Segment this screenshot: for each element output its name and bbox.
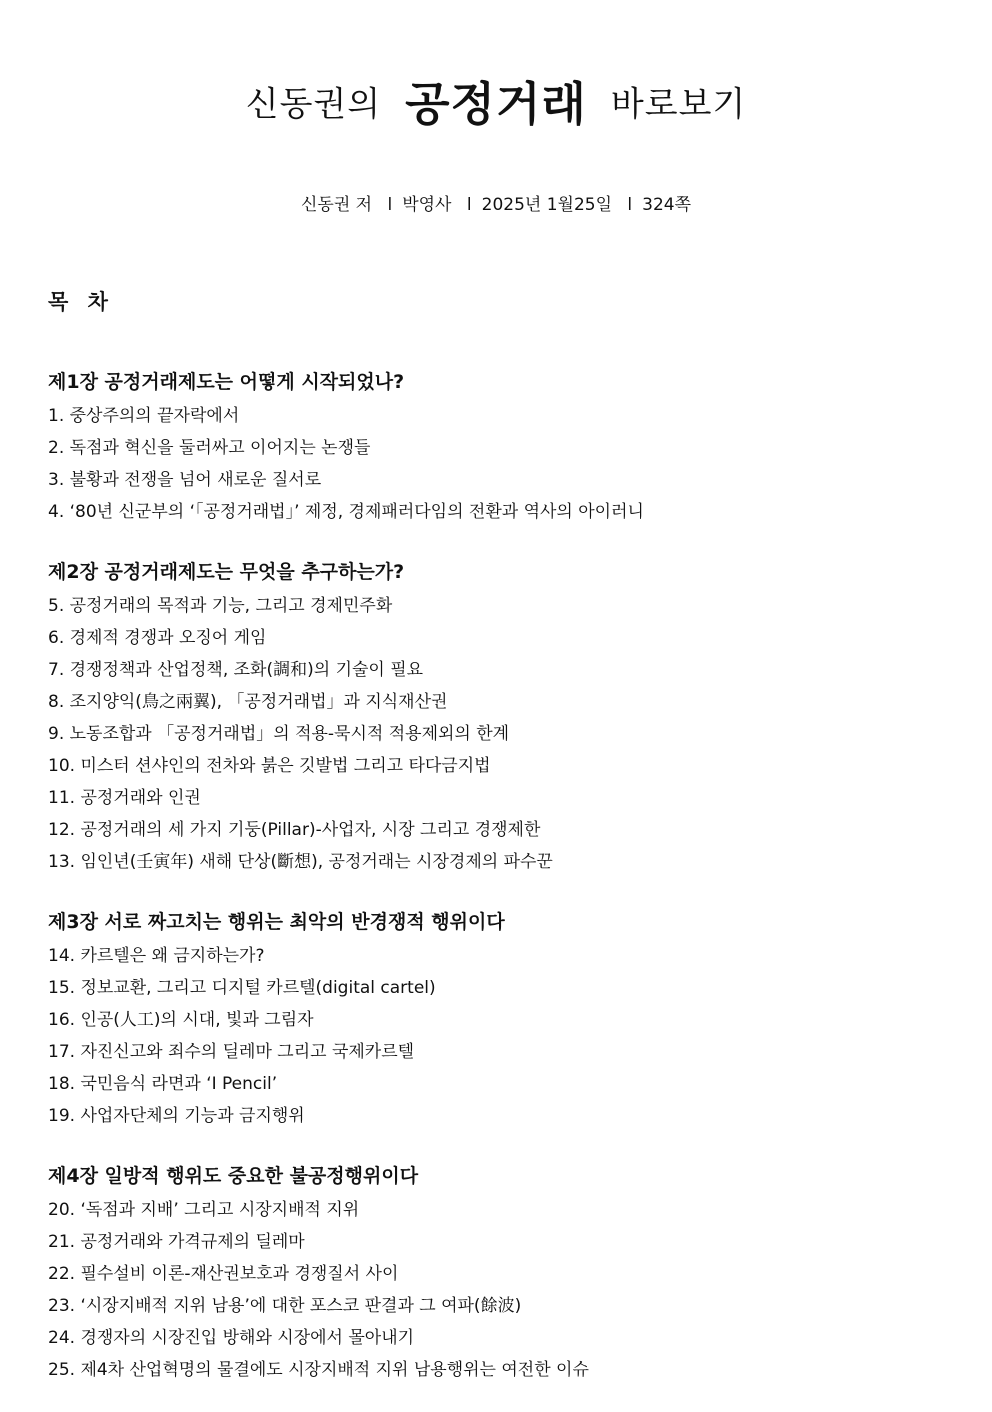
toc-item: 12. 공정거래의 세 가지 기둥(Pillar)-사업자, 시장 그리고 경쟁제한 — [48, 820, 541, 840]
meta-separator: l — [627, 195, 633, 215]
toc-item: 21. 공정거래와 가격규제의 딜레마 — [48, 1232, 305, 1252]
toc-item: 4. ‘80년 신군부의 ‘「공정거래법」’ 제정, 경제패러다임의 전환과 역사의 아이러니 — [48, 502, 644, 522]
meta-pages: 324쪽 — [642, 195, 692, 215]
title-suffix: 바로보기 — [610, 84, 747, 125]
toc-item: 19. 사업자단체의 기능과 금지행위 — [48, 1106, 305, 1126]
toc-item: 3. 불황과 전쟁을 넘어 새로운 질서로 — [48, 470, 322, 490]
table-of-contents — [48, 364, 958, 1412]
book-meta — [0, 190, 992, 215]
toc-item: 22. 필수설비 이론-재산권보호과 경쟁질서 사이 — [48, 1264, 399, 1284]
toc-item: 5. 공정거래의 목적과 기능, 그리고 경제민주화 — [48, 596, 393, 616]
toc-item: 23. ‘시장지배적 지위 남용’에 대한 포스코 판결과 그 여파(餘波) — [48, 1296, 522, 1316]
toc-item: 2. 독점과 혁신을 둘러싸고 이어지는 논쟁들 — [48, 438, 371, 458]
toc-item: 24. 경쟁자의 시장진입 방해와 시장에서 몰아내기 — [48, 1328, 415, 1348]
toc-item: 9. 노동조합과 「공정거래법」의 적용-묵시적 적용제외의 한계 — [48, 724, 510, 744]
toc-item: 11. 공정거래와 인권 — [48, 788, 201, 808]
toc-item: 7. 경쟁정책과 산업정책, 조화(調和)의 기술이 필요 — [48, 660, 424, 680]
title-main: 공정거래 — [405, 77, 587, 131]
chapter-title: 제3장 서로 짜고치는 행위는 최악의 반경쟁적 행위이다 — [48, 911, 505, 933]
meta-separator: l — [466, 195, 472, 215]
toc-item: 17. 자진신고와 죄수의 딜레마 그리고 국제카르텔 — [48, 1042, 415, 1062]
toc-chapter — [48, 1158, 958, 1386]
toc-chapter — [48, 554, 958, 878]
toc-item: 8. 조지양익(鳥之兩翼), 「공정거래법」과 지식재산권 — [48, 692, 448, 712]
toc-item: 13. 임인년(壬寅年) 새해 단상(斷想), 공정거래는 시장경제의 파수꾼 — [48, 852, 553, 872]
toc-item: 10. 미스터 션샤인의 전차와 붉은 깃발법 그리고 타다금지법 — [48, 756, 491, 776]
chapter-title: 제4장 일방적 행위도 중요한 불공정행위이다 — [48, 1165, 419, 1187]
toc-heading: 목 차 — [48, 290, 114, 314]
toc-item: 25. 제4차 산업혁명의 물결에도 시장지배적 지위 남용행위는 여전한 이슈 — [48, 1360, 589, 1380]
meta-author: 신동권 저 — [300, 195, 373, 215]
meta-date: 2025년 1월25일 — [481, 195, 613, 215]
toc-item: 18. 국민음식 라면과 ‘I Pencil’ — [48, 1074, 278, 1094]
toc-chapter — [48, 364, 958, 528]
toc-item: 14. 카르텔은 왜 금지하는가? — [48, 946, 265, 966]
toc-item: 15. 정보교환, 그리고 디지털 카르텔(digital cartel) — [48, 978, 436, 998]
toc-item: 1. 중상주의의 끝자락에서 — [48, 406, 240, 426]
meta-publisher: 박영사 — [402, 195, 452, 215]
book-title — [0, 68, 992, 134]
chapter-title: 제2장 공정거래제도는 무엇을 추구하는가? — [48, 561, 405, 583]
chapter-title: 제1장 공정거래제도는 어떻게 시작되었나? — [48, 371, 405, 393]
toc-chapter — [48, 904, 958, 1132]
title-prefix: 신동권의 — [245, 84, 382, 125]
toc-item: 6. 경제적 경쟁과 오징어 게임 — [48, 628, 267, 648]
toc-item: 16. 인공(人工)의 시대, 빛과 그림자 — [48, 1010, 314, 1030]
meta-separator: l — [387, 195, 393, 215]
toc-item: 20. ‘독점과 지배’ 그리고 시장지배적 지위 — [48, 1200, 360, 1220]
